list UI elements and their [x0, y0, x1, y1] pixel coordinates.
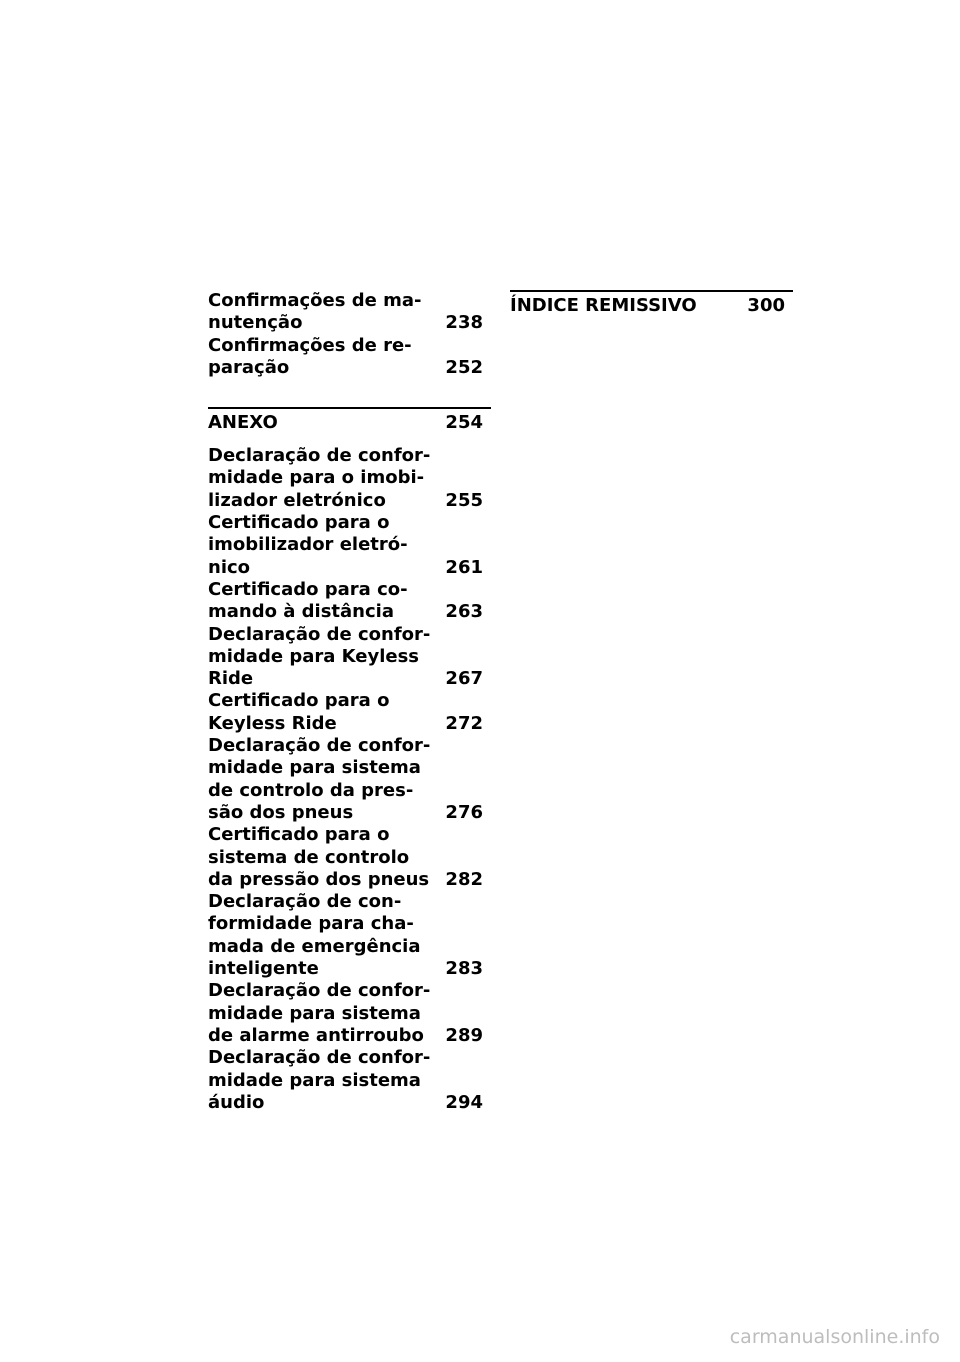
toc-entry-title-line: Certificado para o [208, 512, 390, 534]
toc-entry[interactable] [208, 335, 491, 380]
toc-entry-title-line: Confirmações de ma- [208, 290, 422, 311]
section-header-anexo[interactable] [208, 407, 491, 441]
toc-entry-title-line: Declaração de confor- [208, 623, 431, 645]
toc-entry-title-line: imobilizador eletró- [208, 534, 408, 556]
toc-entry[interactable] [208, 891, 491, 980]
toc-entry-title-line: Declaração de confor- [208, 735, 431, 757]
left-column [208, 290, 491, 1114]
toc-entry-page-number: 238 [445, 312, 483, 334]
toc-entry[interactable] [208, 290, 491, 335]
section-title: ANEXO [208, 412, 278, 434]
toc-entry-title-line: Confirmações de re- [208, 334, 412, 356]
toc-entry-title-line: midade para sistema [208, 1069, 421, 1091]
toc-entry-title-line: sistema de controlo [208, 846, 410, 868]
toc-entry[interactable] [208, 512, 491, 579]
toc-entry-title-line: áudio [208, 1091, 265, 1113]
toc-entry-page-number: 261 [445, 556, 483, 578]
section-title: ÍNDICE REMISSIVO [510, 295, 697, 316]
toc-entry-title-line: mada de emergência [208, 935, 421, 957]
toc-entry-title-line: midade para sistema [208, 1002, 421, 1024]
toc-entry-title-line: da pressão dos pneus [208, 868, 430, 890]
toc-entry[interactable] [208, 1047, 491, 1114]
toc-entry-title-line: Declaração de confor- [208, 445, 431, 467]
entries-group-anexo [208, 445, 491, 1114]
toc-entry[interactable] [208, 579, 491, 624]
right-column [510, 290, 793, 324]
toc-entry-page-number: 272 [445, 712, 483, 734]
toc-entry-title-line: nico [208, 556, 251, 578]
section-page-number: 300 [747, 295, 785, 316]
toc-entry-title-line: Ride [208, 668, 254, 690]
toc-entry-page-number: 276 [445, 801, 483, 823]
toc-entry-title-line: Declaração de confor- [208, 1047, 431, 1069]
toc-entry-title-line: midade para Keyless [208, 645, 420, 667]
toc-entry-title-line: de alarme antirroubo [208, 1024, 424, 1046]
toc-entry-page-number: 263 [445, 601, 483, 623]
toc-entry-page-number: 267 [445, 668, 483, 690]
toc-entry-title-line: midade para sistema [208, 757, 421, 779]
toc-entry[interactable] [208, 824, 491, 891]
toc-entry-title-line: paração [208, 356, 290, 378]
toc-entry-title-line: nutenção [208, 312, 303, 334]
toc-entry-title-line: de controlo da pres- [208, 779, 414, 801]
toc-entry-page-number: 283 [445, 958, 483, 980]
toc-entry-title-line: são dos pneus [208, 801, 354, 823]
section-header-indice-remissivo[interactable] [510, 290, 793, 324]
toc-entry-page-number: 294 [445, 1091, 483, 1113]
toc-entry[interactable] [208, 980, 491, 1047]
toc-entry-title-line: midade para o imobi- [208, 467, 425, 489]
toc-entry[interactable] [208, 735, 491, 824]
toc-entry-title-line: Keyless Ride [208, 712, 337, 734]
section-page-number: 254 [445, 412, 483, 434]
toc-entry-title-line: Certificado para co- [208, 578, 408, 600]
toc-entry-title-line: Declaração de confor- [208, 980, 431, 1002]
toc-entry-title-line: Declaração de con- [208, 891, 402, 913]
toc-entry-title-line: Certificado para o [208, 824, 390, 846]
toc-entry[interactable] [208, 445, 491, 512]
toc-entry-title-line: inteligente [208, 958, 319, 980]
toc-entry-page-number: 252 [445, 356, 483, 378]
entries-group-top [208, 290, 491, 379]
toc-entry-page-number: 282 [445, 868, 483, 890]
watermark-text: carmanualsonline.info [729, 1326, 940, 1348]
toc-entry-title-line: lizador eletrónico [208, 489, 386, 511]
toc-entry[interactable] [208, 624, 491, 691]
toc-entry-page-number: 289 [445, 1024, 483, 1046]
toc-entry-title-line: Certificado para o [208, 690, 390, 712]
toc-entry-title-line: formidade para cha- [208, 913, 414, 935]
toc-entry-page-number: 255 [445, 489, 483, 511]
toc-entry[interactable] [208, 690, 491, 735]
toc-entry-title-line: mando à distância [208, 601, 394, 623]
